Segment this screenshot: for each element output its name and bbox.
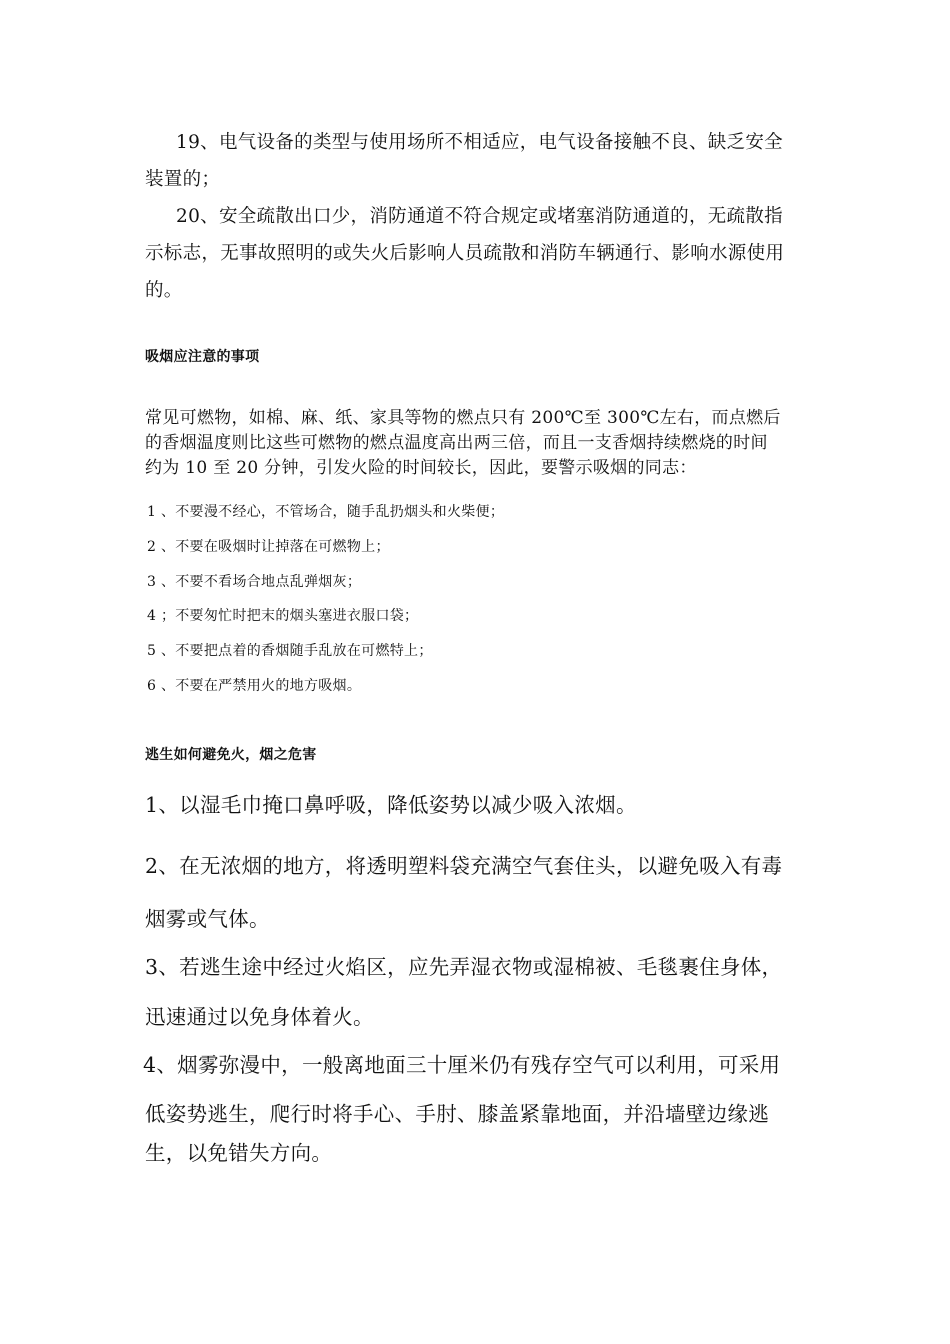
smoking-intro-line-2: 的香烟温度则比这些可燃物的燃点温度高出两三倍，而且一支香烟持续燃烧的时间 [145, 433, 768, 453]
escape-item-4-line-2: 低姿势逃生，爬行时将手心、手肘、膝盖紧靠地面，并沿墙壁边缘逃 [145, 1102, 769, 1126]
escape-item-2-line-1: 2、在无浓烟的地方，将透明塑料袋充满空气套住头，以避免吸入有毒 [145, 854, 783, 878]
smoking-list-item: 1 、不要漫不经心，不管场合，随手乱扔烟头和火柴便； [147, 504, 505, 520]
item-20-line-3: 的。 [145, 280, 183, 301]
item-20-line-2: 示标志，无事故照明的或失火后影响人员疏散和消防车辆通行、影响水源使用 [145, 243, 785, 264]
item-20-line-1: 20、安全疏散出口少，消防通道不符合规定或堵塞消防通道的，无疏散指 [176, 206, 783, 227]
escape-item-4-line-3: 生，以免错失方向。 [145, 1141, 333, 1165]
escape-item-2-line-2: 烟雾或气体。 [145, 907, 270, 931]
escape-item-1: 1、以湿毛巾掩口鼻呼吸，降低姿势以减少吸入浓烟。 [145, 793, 637, 817]
smoking-intro-line-3: 约为 10 至 20 分钟，引发火险的时间较长，因此，要警示吸烟的同志： [145, 458, 697, 478]
item-19-line-2: 装置的； [145, 169, 221, 190]
smoking-list-item: 6 、不要在严禁用火的地方吸烟。 [147, 678, 362, 694]
smoking-intro-line-1: 常见可燃物，如棉、麻、纸、家具等物的燃点只有 200℃至 300℃左右，而点燃后 [145, 408, 781, 428]
escape-item-3-line-2: 迅速通过以免身体着火。 [145, 1005, 374, 1029]
smoking-list-item: 3 、不要不看场合地点乱弹烟灰； [147, 574, 362, 590]
item-19-line-1: 19、电气设备的类型与使用场所不相适应，电气设备接触不良、缺乏安全 [176, 132, 783, 153]
escape-item-4-line-1: 4、烟雾弥漫中，一般离地面三十厘米仍有残存空气可以利用，可采用 [143, 1053, 781, 1077]
escape-heading: 逃生如何避免火，烟之危害 [145, 747, 317, 763]
smoking-heading: 吸烟应注意的事项 [145, 349, 260, 365]
escape-item-3-line-1: 3、若逃生途中经过火焰区，应先弄湿衣物或湿棉被、毛毯裹住身体， [145, 955, 783, 979]
smoking-list-item: 4 ；不要匆忙时把末的烟头塞进衣服口袋； [147, 608, 419, 624]
smoking-list-item: 5 、不要把点着的香烟随手乱放在可燃特上； [147, 643, 433, 659]
smoking-list-item: 2 、不要在吸烟时让掉落在可燃物上； [147, 539, 390, 555]
